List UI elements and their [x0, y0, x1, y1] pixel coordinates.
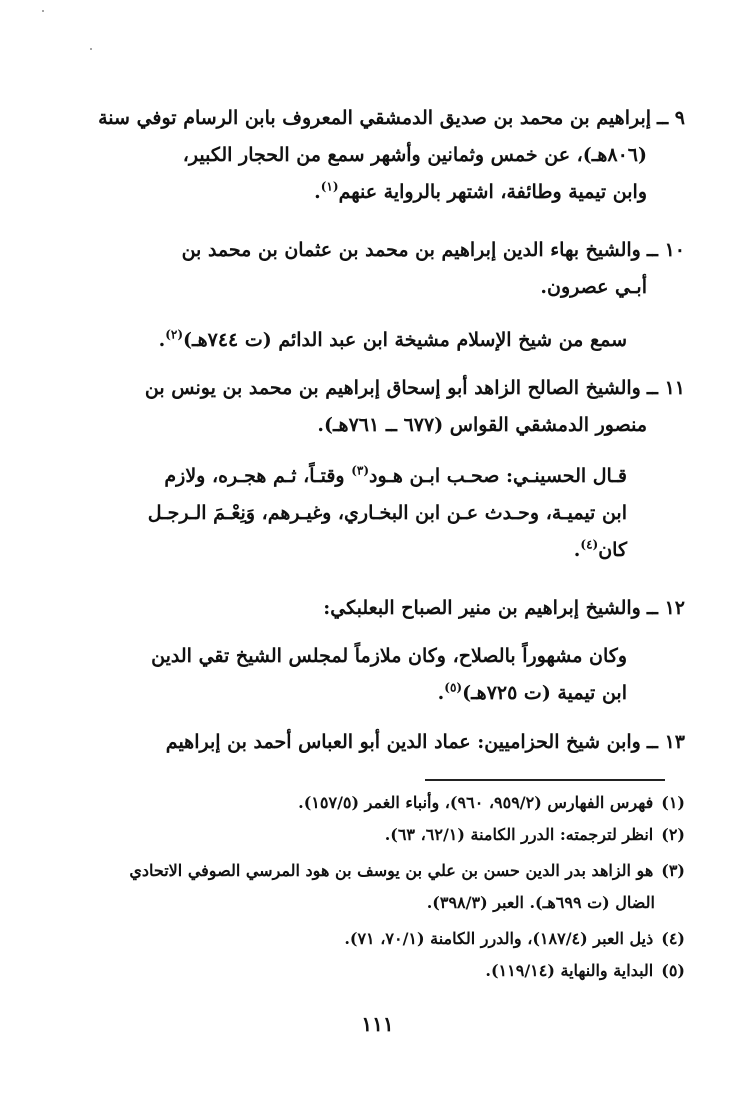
- footnote-ref: (٤): [580, 537, 599, 552]
- entry-text: سمع من شيخ الإسلام مشيخة ابن عبد الدائم (ت ٧٤٤هـ): [183, 329, 627, 351]
- entry-text: والشيخ بهاء الدين إبراهيم بن محمد بن عثمان بن محمد بن: [181, 239, 641, 261]
- entry-line: [75, 724, 685, 761]
- footnote-separator: [425, 779, 665, 781]
- entry-number: ١٠ ــ: [646, 239, 685, 261]
- scan-speck: [42, 10, 44, 12]
- entry-11-detail: [75, 458, 627, 569]
- entry-line: وابن تيمية وطائفة، اشتهر بالرواية عنهم$^{(١)}$.: [314, 179, 647, 203]
- footnote-number: (٣): [661, 861, 685, 880]
- footnote-text: هو الزاهد بدر الدين حسن بن علي بن يوسف بن هود المرسي الصوفي الاتحادي: [129, 861, 654, 880]
- entry-number: ٩ ــ: [657, 107, 685, 129]
- footnote-5: [65, 956, 685, 986]
- entry-number: ١١ ــ: [646, 377, 685, 399]
- footnote-1: [65, 788, 685, 818]
- entry-text: وابن شيخ الحزاميين: عماد الدين أبو العباس أحمد بن إبراهيم: [165, 731, 641, 753]
- entry-line: منصور الدمشقي القواس (٦٧٧ ــ ٧٦١هـ).: [317, 414, 647, 436]
- entry-text: قـال الحسينـي: صحـب ابـن هـود: [369, 465, 627, 487]
- entry-line: ابن تيمية (ت ٧٢٥هـ)$^{(٥)}$.: [437, 680, 627, 704]
- page-number: ١١١: [361, 1012, 394, 1036]
- footnote-number: (٢): [661, 825, 685, 844]
- entry-10-detail: سمع من شيخ الإسلام مشيخة ابن عبد الدائم (ت ٧٤٤هـ)$^{(٢)}$.: [158, 327, 627, 351]
- footnote-number: (١): [661, 793, 685, 812]
- entry-line: وكان مشهوراً بالصلاح، وكان ملازماً لمجلس الشيخ تقي الدين: [151, 645, 627, 667]
- entry-line: كان$^{(٤)}$.: [573, 537, 627, 561]
- entry-text: كان: [598, 539, 627, 561]
- entry-13: [75, 724, 685, 761]
- entry-9: [75, 100, 685, 211]
- entry-number: ١٣ ــ: [646, 731, 685, 753]
- footnote-number: (٤): [661, 929, 685, 948]
- entry-text: والشيخ إبراهيم بن منير الصباح البعلبكي:: [323, 597, 641, 619]
- footnote-number: (٥): [661, 961, 685, 980]
- footnote-text: انظر لترجمته: الدرر الكامنة (٦٢/١، ٦٣).: [384, 825, 654, 844]
- footnote-4: [65, 924, 685, 954]
- footnote-2: [65, 820, 685, 850]
- footnote-3-continued: الضال (ت ٦٩٩هـ). العبر (٣٩٨/٣).: [426, 893, 655, 912]
- footnote-ref: (٥): [444, 680, 463, 695]
- entry-line: [75, 370, 685, 407]
- scan-speck: [90, 48, 92, 50]
- footnote-text: البداية والنهاية (١١٩/١٤).: [485, 961, 654, 980]
- entry-number: ١٢ ــ: [646, 597, 685, 619]
- footnote-3: [65, 856, 685, 886]
- footnote-ref: (٣): [351, 463, 370, 478]
- entry-10: [75, 232, 685, 306]
- entry-line: (٨٠٦هـ)، عن خمس وثمانين وأشهر سمع من الحجار الكبير،: [182, 144, 647, 166]
- entry-line: [75, 232, 685, 269]
- entry-text: وقتـاً، ثـم هجـره، ولازم: [164, 465, 345, 487]
- entry-text: وابن تيمية وطائفة، اشتهر بالرواية عنهم: [338, 181, 647, 203]
- entry-line: أبـي عصرون.: [540, 276, 647, 298]
- entry-line: [75, 100, 685, 137]
- entry-text: ابن تيمية (ت ٧٢٥هـ): [462, 682, 627, 704]
- footnote-text: ذيل العبر (١٨٧/٤)، والدرر الكامنة (٧٠/١، ٧١).: [344, 929, 654, 948]
- entry-text: إبراهيم بن محمد بن صديق الدمشقي المعروف بابن الرسام توفي سنة: [98, 107, 652, 129]
- entry-12: [75, 590, 685, 627]
- footnote-ref: (٢): [165, 327, 184, 342]
- footnote-text: فهرس الفهارس (٩٥٩/٢، ٩٦٠)، وأنباء الغمر (١٥٧/٥).: [298, 793, 654, 812]
- entry-line: [75, 458, 627, 495]
- entry-text: والشيخ الصالح الزاهد أبو إسحاق إبراهيم بن محمد بن يونس بن: [144, 377, 641, 399]
- footnote-ref: (١): [320, 179, 339, 194]
- entry-line: [75, 590, 685, 627]
- entry-11: [75, 370, 685, 444]
- entry-12-detail: [75, 638, 627, 712]
- entry-line: ابن تيميـة، وحـدث عـن ابن البخـاري، وغيـرهم، وَنِعْـمَ الـرجـل: [147, 502, 627, 524]
